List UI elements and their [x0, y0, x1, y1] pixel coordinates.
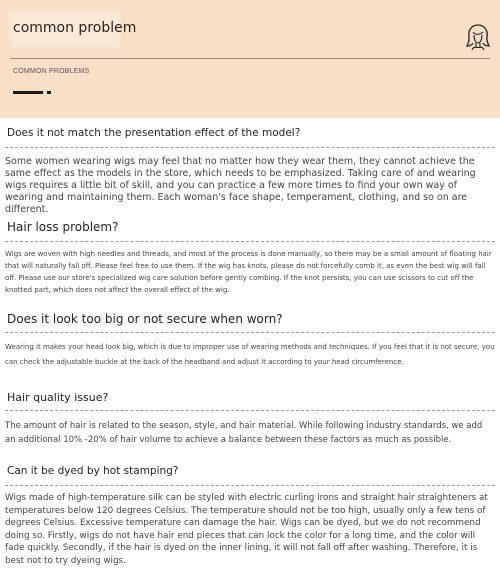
faq-question: Does it not match the presentation effect of the model? — [7, 127, 301, 139]
faq-answer: Wigs are woven with high needles and threads, and most of the process is done manually, so there may be a small amount of floating hair that will naturally fall off. Please feel free to use them. If the wig has knots, please do not forcefully comb it, as even the best wig will fall off. Please use our store's specialized wig care solution before gently combing. If the knot persists, you can use scissors to cut off the knotted part, which does not affect the overall effect of the wig. — [5, 250, 492, 294]
faq-divider — [5, 485, 495, 486]
faq-question: Hair quality issue? — [7, 391, 109, 404]
faq-divider — [5, 147, 495, 148]
page-subtitle: COMMON PROBLEMS — [13, 68, 90, 75]
faq-question: Hair loss problem? — [7, 220, 119, 234]
header-banner — [0, 0, 500, 118]
accent-dot — [47, 91, 51, 94]
faq-answer: Some women wearing wigs may feel that no matter how they wear them, they cannot achieve the same effect as the models in the store, which needs to be emphasized. Taking care of and wearing wigs requires a little bit of skill, and you can practice a few more times to find your own way of wearing and maintaining them. Each woman's face shape, temperament, clothing, and so on are different. — [5, 156, 476, 215]
header-divider — [10, 58, 490, 59]
woman-hair-icon — [466, 23, 490, 51]
faq-divider — [5, 410, 495, 411]
accent-bar — [13, 91, 43, 94]
faq-question: Can it be dyed by hot stamping? — [7, 465, 179, 477]
page-title: common problem — [13, 20, 137, 36]
faq-answer: The amount of hair is related to the season, style, and hair material. While following industry standards, we add an additional 10% -20% of hair volume to achieve a balance between these factors as much as possible. — [5, 421, 483, 445]
faq-answer: Wigs made of high-temperature silk can be styled with electric curling irons and straight hair straighteners at temperatures below 120 degrees Celsius. The temperature should not be too high, usually only a few tens of degrees Celsius. Excessive temperature can damage the hair. Wigs can be dyed, but we do not recommend doing so. Firstly, wigs do not have hair end pieces that can lock the color for a long time, and the color will fade quickly. Secondly, if the hair is dyed on the inner lining, it will not fall off after washing. Therefore, it is best not to try dyeing wigs. — [5, 493, 488, 566]
faq-divider — [5, 332, 495, 333]
faq-divider — [5, 241, 495, 242]
faq-question: Does it look too big or not secure when worn? — [7, 312, 283, 326]
faq-answer: Wearing it makes your head look big, which is due to improper use of wearing methods and techniques. If you feel that it is not secure, you can check the adjustable buckle at the back of the headband and adjust it according to your head circumference. — [5, 343, 495, 366]
